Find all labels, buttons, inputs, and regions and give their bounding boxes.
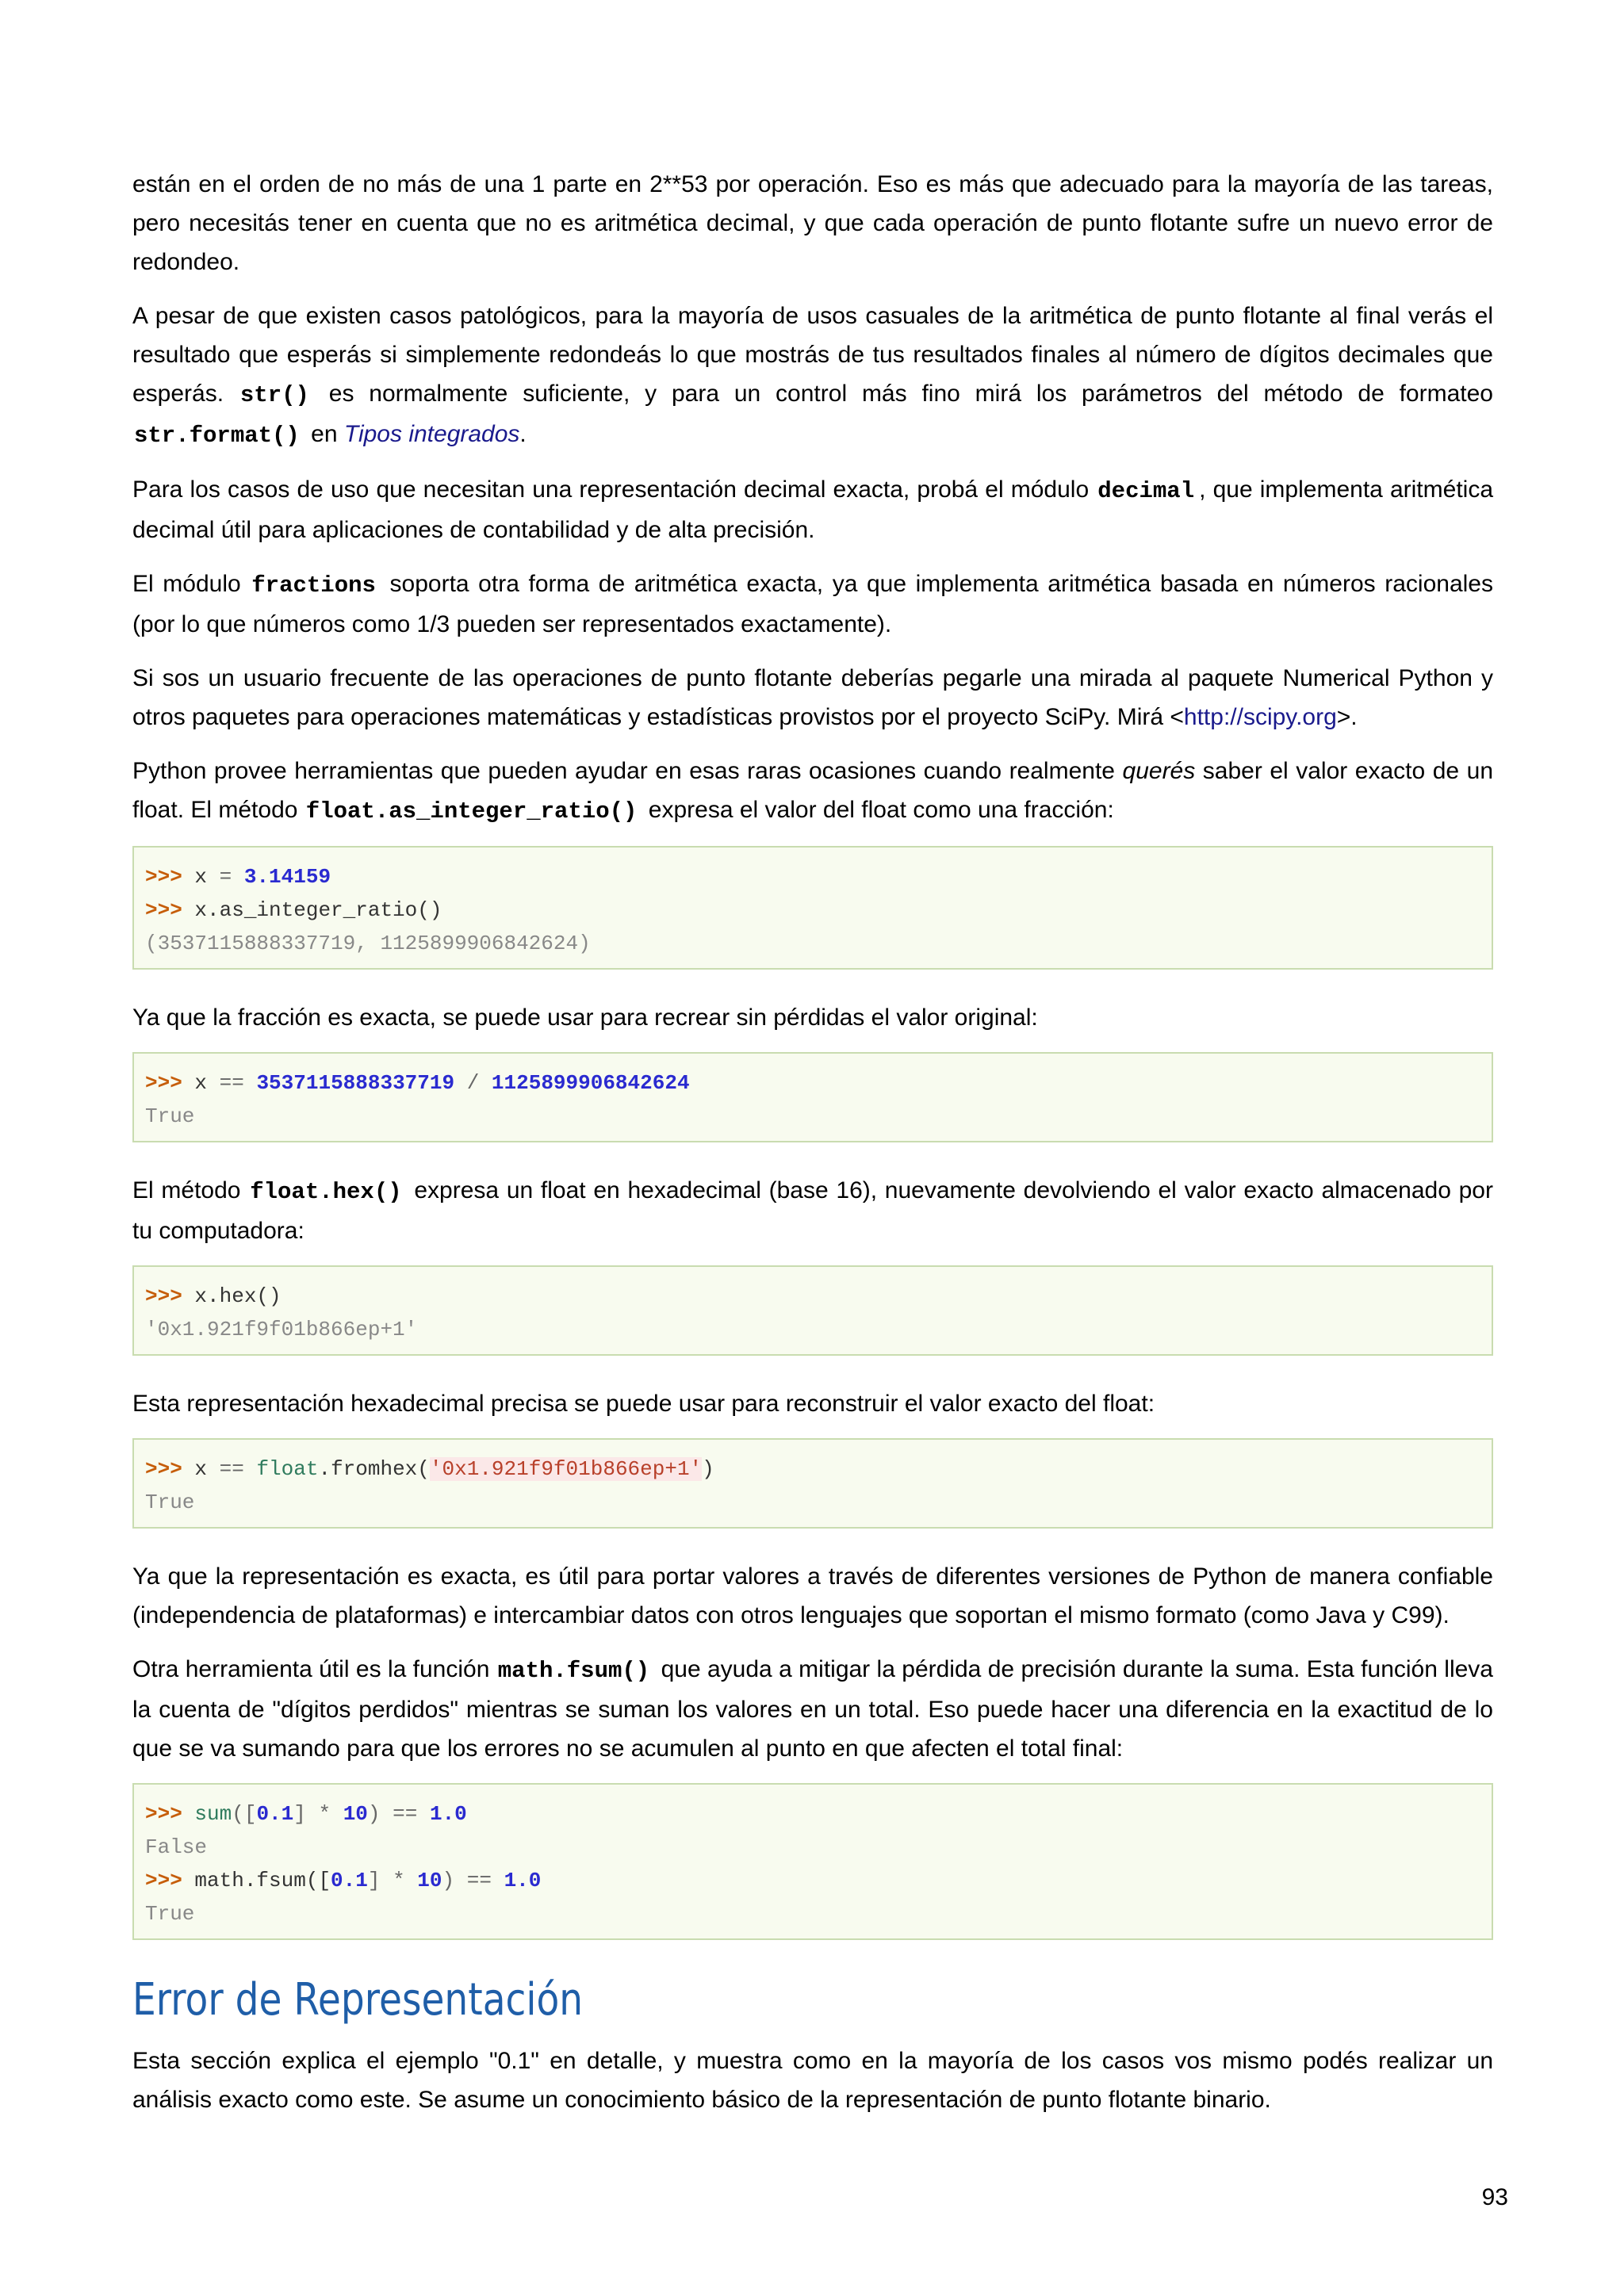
code-output-line: True [145, 1490, 195, 1514]
code-line: >>> math.fsum([0.1] * 10) == 1.0 [145, 1869, 542, 1892]
code-block-hex [132, 1265, 1493, 1356]
inline-code-float-hex: float.hex() [250, 1179, 402, 1205]
paragraph-scipy: Si sos un usuario frecuente de las operaciones de punto flotante deberías pegarle una mirada al paquete Numerical Python y otros paquetes para operaciones matemáticas y estadísticas provistos por el proyecto SciPy. Mirá <http://scipy.org>. [132, 665, 1493, 730]
code-output-line: True [145, 1104, 195, 1128]
inline-code-math-fsum: math.fsum() [497, 1658, 650, 1684]
code-line: >>> x.as_integer_ratio() [145, 898, 442, 922]
code-line: >>> sum([0.1] * 10) == 1.0 [145, 1802, 467, 1826]
paragraph-float-hex: El método float.hex() expresa un float en hexadecimal (base 16), nuevamente devolviendo el valor exacto almacenado por tu computadora: [132, 1177, 1493, 1244]
paragraph-as-integer-ratio: Python provee herramientas que pueden ayudar en esas raras ocasiones cuando realmente querés saber el valor exacto de un float. El método float.as_integer_ratio() expresa el valor del float como una fracción: [132, 758, 1493, 825]
code-block-fraction-compare [132, 1052, 1493, 1142]
page-number: 93 [1481, 2184, 1508, 2210]
inline-code-as-integer-ratio: float.as_integer_ratio() [305, 798, 638, 825]
page-content [132, 165, 1493, 2134]
paragraph-section-intro: Esta sección explica el ejemplo "0.1" en detalle, y muestra como en la mayoría de los casos vos mismo podés realizar un análisis exacto como este. Se asume un conocimiento básico de la representación de punto flotante binario. [132, 2048, 1493, 2113]
code-line: >>> x = 3.14159 [145, 865, 331, 889]
inline-code-decimal: decimal [1097, 478, 1195, 504]
paragraph-rounding-results: A pesar de que existen casos patológicos, para la mayoría de usos casuales de la aritmética de punto flotante al final verás el resultado que esperás si simplemente redondeás lo que mostrás de tus resultados finales al número de dígitos decimales que esperás. str() es normalmente suficiente, y para un control más fino mirá los parámetros del método de formateo str.format() en Tipos integrados. [132, 303, 1493, 449]
code-block-as-integer-ratio [132, 846, 1493, 970]
paragraph-exact-fraction: Ya que la fracción es exacta, se puede usar para recrear sin pérdidas el valor original: [132, 1004, 1038, 1031]
paragraph-hex-reconstruct: Esta representación hexadecimal precisa se puede usar para reconstruir el valor exacto del float: [132, 1391, 1155, 1417]
inline-code-fractions: fractions [251, 572, 376, 599]
code-block-fsum [132, 1783, 1493, 1940]
paragraph-math-fsum: Otra herramienta útil es la función math.fsum() que ayuda a mitigar la pérdida de precisión durante la suma. Esta función lleva la cuenta de "dígitos perdidos" mientras se suman los valores en un total. Eso puede hacer una diferencia en la exactitud de lo que se va sumando para que los errores no se acumulen al punto en que afecten el total final: [132, 1656, 1493, 1762]
code-line: >>> x == float.fromhex('0x1.921f9f01b866ep+1') [145, 1457, 714, 1481]
code-line: >>> x == 3537115888337719 / 1125899906842624 [145, 1071, 690, 1095]
code-output-line: '0x1.921f9f01b866ep+1' [145, 1318, 418, 1341]
code-line: >>> x.hex() [145, 1284, 282, 1308]
section-heading: Error de Representación [132, 1974, 584, 2026]
paragraph-fractions-module: El módulo fractions soporta otra forma de aritmética exacta, ya que implementa aritmética basada en números racionales (por lo que números como 1/3 pueden ser representados exactamente). [132, 571, 1493, 637]
inline-code-str: str() [239, 382, 309, 408]
code-block-fromhex [132, 1438, 1493, 1529]
paragraph-decimal-module: Para los casos de uso que necesitan una representación decimal exacta, probá el módulo decimal , que implementa aritmética decimal útil para aplicaciones de contabilidad y de alta precisión. [132, 476, 1494, 543]
paragraph-rounding-error: están en el orden de no más de una 1 parte en 2**53 por operación. Eso es más que adecuado para la mayoría de las tareas, pero necesitás tener en cuenta que no es aritmética decimal, y que cada operación de punto flotante sufre un nuevo error de redondeo. [132, 171, 1493, 275]
code-output-line: True [145, 1902, 195, 1926]
link-scipy[interactable]: http://scipy.org [1183, 704, 1337, 730]
code-output-line: (3537115888337719, 1125899906842624) [145, 932, 591, 955]
code-output-line: False [145, 1835, 208, 1859]
inline-code-str-format: str.format() [134, 423, 300, 449]
link-tipos-integrados[interactable]: Tipos integrados [343, 421, 520, 447]
paragraph-portability: Ya que la representación es exacta, es útil para portar valores a través de diferentes versiones de Python de manera confiable (independencia de plataformas) e intercambiar datos con otros lenguajes que soportan el mismo formato (como Java y C99). [132, 1563, 1493, 1628]
